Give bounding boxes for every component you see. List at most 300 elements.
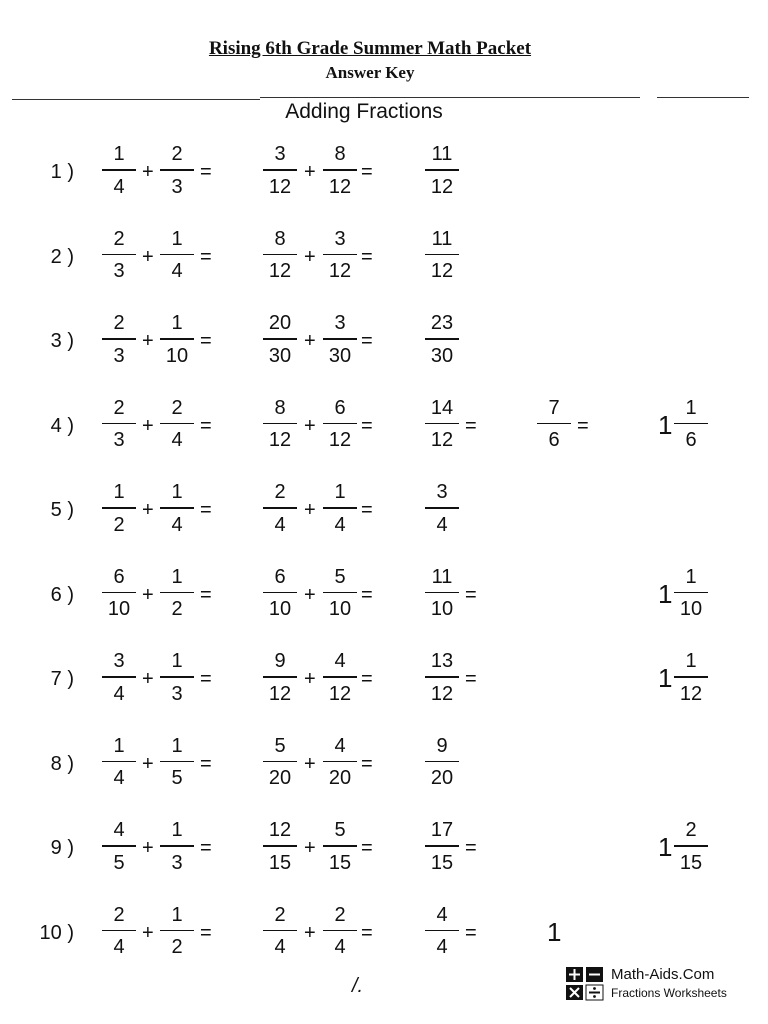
plus-sign: + bbox=[304, 245, 316, 268]
fraction-bar bbox=[674, 423, 708, 425]
denominator: 15 bbox=[328, 851, 352, 874]
denominator: 10 bbox=[328, 598, 352, 620]
numerator: 8 bbox=[334, 143, 346, 165]
fraction-bar bbox=[323, 930, 357, 932]
denominator: 5 bbox=[171, 767, 183, 789]
operations-icon bbox=[565, 966, 605, 1002]
denominator: 12 bbox=[268, 682, 292, 705]
numerator: 1 bbox=[113, 734, 125, 757]
denominator: 2 bbox=[171, 936, 183, 958]
fraction-bar bbox=[674, 845, 708, 847]
denominator: 12 bbox=[268, 175, 292, 198]
numerator: 14 bbox=[430, 396, 454, 419]
numerator: 1 bbox=[171, 565, 183, 588]
fraction-bar bbox=[160, 592, 194, 594]
numerator: 3 bbox=[113, 650, 125, 672]
equals-sign: = bbox=[577, 414, 589, 437]
page-mark: /. bbox=[352, 975, 364, 997]
denominator: 6 bbox=[548, 429, 560, 451]
numerator: 4 bbox=[334, 650, 346, 672]
numerator: 2 bbox=[274, 481, 286, 503]
addend-2-fraction bbox=[158, 142, 196, 199]
fraction-bar bbox=[425, 169, 459, 171]
denominator: 30 bbox=[430, 344, 454, 367]
fraction-bar bbox=[425, 254, 459, 256]
numerator: 11 bbox=[431, 143, 453, 165]
denominator: 15 bbox=[430, 851, 454, 874]
numerator: 1 bbox=[113, 481, 125, 503]
addend-1-fraction bbox=[100, 227, 138, 284]
denominator: 4 bbox=[274, 513, 286, 536]
equals-sign: = bbox=[361, 752, 373, 775]
equals-sign: = bbox=[465, 921, 477, 944]
fraction-bar bbox=[537, 423, 571, 425]
denominator: 12 bbox=[430, 175, 454, 198]
numerator: 1 bbox=[171, 819, 183, 841]
numerator: 8 bbox=[274, 396, 286, 419]
denominator: 2 bbox=[113, 513, 125, 536]
numerator: 3 bbox=[334, 312, 346, 334]
denominator: 3 bbox=[171, 851, 183, 874]
common-denominator-2-fraction bbox=[321, 227, 359, 284]
equals-sign: = bbox=[200, 499, 212, 521]
denominator: 4 bbox=[113, 767, 125, 789]
fraction-bar bbox=[263, 169, 297, 171]
denominator: 3 bbox=[113, 260, 125, 282]
sum-fraction bbox=[423, 903, 461, 960]
equals-sign: = bbox=[361, 921, 373, 944]
fraction-bar bbox=[263, 676, 297, 678]
whole-part: 1 bbox=[658, 409, 673, 440]
sum-fraction bbox=[423, 649, 461, 706]
denominator: 10 bbox=[430, 598, 454, 620]
plus-sign: + bbox=[142, 161, 154, 183]
reduced-fraction bbox=[535, 396, 573, 453]
common-denominator-1-fraction bbox=[261, 142, 299, 199]
numerator: 1 bbox=[171, 650, 183, 672]
common-denominator-1-fraction bbox=[261, 565, 299, 622]
numerator: 2 bbox=[113, 396, 125, 419]
problem-row bbox=[0, 903, 768, 967]
common-denominator-1-fraction bbox=[261, 311, 299, 368]
numerator: 1 bbox=[171, 481, 183, 503]
common-denominator-2-fraction bbox=[321, 818, 359, 875]
addend-2-fraction bbox=[158, 818, 196, 875]
numerator: 8 bbox=[274, 227, 286, 250]
common-denominator-1-fraction bbox=[261, 396, 299, 453]
fraction-bar bbox=[263, 592, 297, 594]
plus-sign: + bbox=[142, 921, 154, 944]
plus-sign: + bbox=[304, 583, 316, 606]
common-denominator-2-fraction bbox=[321, 903, 359, 960]
plus-sign: + bbox=[142, 837, 154, 859]
numerator: 11 bbox=[431, 565, 453, 588]
numerator: 20 bbox=[268, 312, 292, 334]
equals-sign: = bbox=[465, 837, 477, 859]
numerator: 5 bbox=[274, 734, 286, 757]
common-denominator-2-fraction bbox=[321, 142, 359, 199]
worksheet-title: Adding Fractions bbox=[285, 100, 443, 123]
numerator: 5 bbox=[334, 819, 346, 841]
addend-1-fraction bbox=[100, 649, 138, 706]
denominator: 3 bbox=[171, 175, 183, 198]
plus-sign: + bbox=[304, 921, 316, 944]
equals-sign: = bbox=[200, 668, 212, 690]
numerator: 3 bbox=[274, 143, 286, 165]
plus-sign: + bbox=[304, 668, 316, 690]
denominator: 4 bbox=[113, 175, 125, 198]
fraction-bar bbox=[160, 507, 194, 509]
fraction-bar bbox=[102, 930, 136, 932]
denominator: 12 bbox=[328, 682, 352, 705]
whole-number-answer: 1 bbox=[547, 916, 562, 947]
fraction-bar bbox=[323, 676, 357, 678]
problem-number: 9 ) bbox=[50, 837, 74, 859]
problem-row bbox=[0, 227, 768, 291]
fraction-bar bbox=[263, 761, 297, 763]
equals-sign: = bbox=[465, 668, 477, 690]
equals-sign: = bbox=[361, 583, 373, 606]
plus-sign: + bbox=[304, 837, 316, 859]
fraction-bar bbox=[425, 423, 459, 425]
plus-sign: + bbox=[304, 414, 316, 437]
plus-sign: + bbox=[142, 668, 154, 690]
fraction-bar bbox=[425, 930, 459, 932]
fraction-bar bbox=[160, 169, 194, 171]
header-rule-right bbox=[657, 97, 749, 98]
fraction-bar bbox=[323, 169, 357, 171]
equals-sign: = bbox=[465, 414, 477, 437]
common-denominator-1-fraction bbox=[261, 903, 299, 960]
fraction-bar bbox=[102, 169, 136, 171]
equals-sign: = bbox=[361, 414, 373, 437]
plus-sign: + bbox=[142, 330, 154, 352]
numerator: 5 bbox=[334, 565, 346, 588]
denominator: 20 bbox=[268, 767, 292, 789]
equals-sign: = bbox=[200, 161, 212, 183]
numerator: 1 bbox=[171, 227, 183, 250]
addend-1-fraction bbox=[100, 818, 138, 875]
common-denominator-2-fraction bbox=[321, 734, 359, 791]
fraction-bar bbox=[102, 592, 136, 594]
equals-sign: = bbox=[200, 752, 212, 775]
equals-sign: = bbox=[200, 330, 212, 352]
answer-key-label: Answer Key bbox=[325, 63, 415, 82]
sum-fraction bbox=[423, 818, 461, 875]
problem-number: 7 ) bbox=[50, 668, 74, 690]
fraction-bar bbox=[323, 845, 357, 847]
fraction-bar bbox=[425, 592, 459, 594]
numerator: 2 bbox=[685, 819, 697, 841]
fraction-bar bbox=[323, 592, 357, 594]
fraction-bar bbox=[160, 423, 194, 425]
fraction-bar bbox=[263, 930, 297, 932]
denominator: 6 bbox=[685, 429, 697, 451]
fraction-bar bbox=[674, 592, 708, 594]
numerator: 2 bbox=[274, 903, 286, 926]
problem-row bbox=[0, 818, 768, 882]
addend-2-fraction bbox=[158, 396, 196, 453]
numerator: 2 bbox=[171, 143, 183, 165]
logo-subtitle: Fractions Worksheets bbox=[611, 986, 727, 1000]
fraction-bar bbox=[102, 676, 136, 678]
numerator: 3 bbox=[334, 227, 346, 250]
whole-part: 1 bbox=[658, 832, 673, 862]
addend-1-fraction bbox=[100, 903, 138, 960]
numerator: 1 bbox=[685, 650, 697, 672]
denominator: 10 bbox=[679, 598, 703, 620]
plus-sign: + bbox=[304, 499, 316, 521]
fraction-bar bbox=[674, 676, 708, 678]
numerator: 2 bbox=[113, 227, 125, 250]
fraction-bar bbox=[425, 761, 459, 763]
denominator: 10 bbox=[268, 598, 292, 620]
numerator: 4 bbox=[436, 903, 448, 926]
numerator: 6 bbox=[274, 565, 286, 588]
sum-fraction bbox=[423, 227, 461, 284]
denominator: 12 bbox=[430, 682, 454, 705]
equals-sign: = bbox=[361, 668, 373, 690]
denominator: 4 bbox=[113, 936, 125, 958]
fraction-bar bbox=[102, 761, 136, 763]
plus-sign: + bbox=[304, 752, 316, 775]
equals-sign: = bbox=[200, 414, 212, 437]
common-denominator-2-fraction bbox=[321, 649, 359, 706]
equals-sign: = bbox=[200, 837, 212, 859]
numerator: 1 bbox=[113, 143, 125, 165]
equals-sign: = bbox=[200, 245, 212, 268]
denominator: 12 bbox=[268, 429, 292, 451]
plus-sign: + bbox=[304, 330, 316, 352]
denominator: 10 bbox=[107, 598, 131, 620]
addend-1-fraction bbox=[100, 396, 138, 453]
denominator: 3 bbox=[113, 344, 125, 367]
fraction-bar bbox=[160, 338, 194, 340]
denominator: 30 bbox=[328, 344, 352, 367]
problem-row bbox=[0, 734, 768, 798]
fraction-bar bbox=[425, 845, 459, 847]
problem-row bbox=[0, 311, 768, 375]
equals-sign: = bbox=[465, 583, 477, 606]
denominator: 2 bbox=[171, 598, 183, 620]
numerator: 1 bbox=[171, 734, 183, 757]
addend-1-fraction bbox=[100, 565, 138, 622]
whole-part: 1 bbox=[658, 578, 673, 609]
fraction-bar bbox=[425, 676, 459, 678]
problem-number: 3 ) bbox=[50, 330, 74, 352]
addend-2-fraction bbox=[158, 227, 196, 284]
numerator: 1 bbox=[171, 312, 183, 334]
numerator: 12 bbox=[268, 819, 292, 841]
fraction-bar bbox=[323, 761, 357, 763]
fraction-bar bbox=[263, 507, 297, 509]
numerator: 11 bbox=[431, 227, 453, 250]
fraction-bar bbox=[263, 423, 297, 425]
fraction-bar bbox=[102, 254, 136, 256]
denominator: 4 bbox=[171, 260, 183, 282]
problem-row bbox=[0, 142, 768, 206]
numerator: 3 bbox=[436, 481, 448, 503]
denominator: 20 bbox=[430, 767, 454, 789]
whole-part: 1 bbox=[658, 663, 673, 693]
problem-number: 6 ) bbox=[50, 583, 74, 606]
denominator: 12 bbox=[328, 175, 352, 198]
equals-sign: = bbox=[361, 245, 373, 268]
addend-1-fraction bbox=[100, 142, 138, 199]
problem-row bbox=[0, 396, 768, 460]
equals-sign: = bbox=[361, 837, 373, 859]
sum-fraction bbox=[423, 565, 461, 622]
denominator: 4 bbox=[436, 513, 448, 536]
addend-1-fraction bbox=[100, 734, 138, 791]
numerator: 17 bbox=[430, 819, 454, 841]
equals-sign: = bbox=[361, 330, 373, 352]
numerator: 7 bbox=[548, 396, 560, 419]
denominator: 12 bbox=[328, 260, 352, 282]
fraction-bar bbox=[160, 930, 194, 932]
plus-sign: + bbox=[142, 752, 154, 775]
denominator: 4 bbox=[171, 429, 183, 451]
denominator: 3 bbox=[113, 429, 125, 451]
fraction-bar bbox=[323, 338, 357, 340]
numerator: 1 bbox=[171, 903, 183, 926]
fraction-part bbox=[672, 396, 710, 453]
equals-sign: = bbox=[200, 921, 212, 944]
numerator: 1 bbox=[685, 396, 697, 419]
fraction-part bbox=[672, 649, 710, 706]
sum-fraction bbox=[423, 480, 461, 537]
fraction-bar bbox=[102, 338, 136, 340]
problem-number: 1 ) bbox=[50, 161, 74, 183]
denominator: 4 bbox=[436, 936, 448, 958]
common-denominator-2-fraction bbox=[321, 565, 359, 622]
denominator: 12 bbox=[328, 429, 352, 451]
addend-1-fraction bbox=[100, 311, 138, 368]
numerator: 9 bbox=[274, 650, 286, 672]
numerator: 13 bbox=[430, 650, 454, 672]
denominator: 12 bbox=[679, 682, 703, 705]
fraction-bar bbox=[263, 254, 297, 256]
numerator: 9 bbox=[436, 734, 448, 757]
denominator: 12 bbox=[268, 260, 292, 282]
common-denominator-1-fraction bbox=[261, 649, 299, 706]
sum-fraction bbox=[423, 311, 461, 368]
problem-number: 10 ) bbox=[39, 921, 74, 944]
denominator: 4 bbox=[171, 513, 183, 536]
fraction-bar bbox=[160, 845, 194, 847]
numerator: 6 bbox=[113, 565, 125, 588]
fraction-bar bbox=[102, 423, 136, 425]
common-denominator-2-fraction bbox=[321, 480, 359, 537]
common-denominator-1-fraction bbox=[261, 227, 299, 284]
problem-number: 5 ) bbox=[50, 499, 74, 521]
denominator: 15 bbox=[679, 851, 703, 874]
denominator: 10 bbox=[165, 344, 189, 367]
denominator: 4 bbox=[334, 936, 346, 958]
sum-fraction bbox=[423, 396, 461, 453]
denominator: 4 bbox=[334, 513, 346, 536]
common-denominator-1-fraction bbox=[261, 734, 299, 791]
denominator: 12 bbox=[430, 260, 454, 282]
numerator: 1 bbox=[334, 481, 346, 503]
plus-sign: + bbox=[304, 161, 316, 183]
plus-sign: + bbox=[142, 499, 154, 521]
addend-2-fraction bbox=[158, 480, 196, 537]
fraction-bar bbox=[323, 254, 357, 256]
addend-2-fraction bbox=[158, 903, 196, 960]
problem-row bbox=[0, 565, 768, 629]
denominator: 15 bbox=[268, 851, 292, 874]
fraction-bar bbox=[160, 254, 194, 256]
sum-fraction bbox=[423, 142, 461, 199]
problem-row bbox=[0, 480, 768, 544]
fraction-bar bbox=[102, 845, 136, 847]
common-denominator-1-fraction bbox=[261, 480, 299, 537]
sum-fraction bbox=[423, 734, 461, 791]
fraction-bar bbox=[425, 338, 459, 340]
numerator: 2 bbox=[171, 396, 183, 419]
denominator: 20 bbox=[328, 767, 352, 789]
fraction-bar bbox=[263, 338, 297, 340]
fraction-bar bbox=[323, 507, 357, 509]
plus-sign: + bbox=[142, 583, 154, 606]
numerator: 2 bbox=[113, 903, 125, 926]
common-denominator-1-fraction bbox=[261, 818, 299, 875]
equals-sign: = bbox=[200, 583, 212, 606]
fraction-bar bbox=[425, 507, 459, 509]
fraction-part bbox=[672, 818, 710, 875]
denominator: 5 bbox=[113, 851, 125, 874]
fraction-bar bbox=[160, 676, 194, 678]
equals-sign: = bbox=[361, 499, 373, 521]
plus-sign: + bbox=[142, 414, 154, 437]
fraction-part bbox=[672, 565, 710, 622]
numerator: 23 bbox=[430, 312, 454, 334]
header-rule-center bbox=[260, 97, 640, 98]
addend-2-fraction bbox=[158, 734, 196, 791]
denominator: 4 bbox=[113, 682, 125, 705]
problem-row bbox=[0, 649, 768, 713]
problem-number: 2 ) bbox=[50, 245, 74, 268]
math-aids-logo bbox=[565, 964, 755, 1004]
addend-1-fraction bbox=[100, 480, 138, 537]
common-denominator-2-fraction bbox=[321, 311, 359, 368]
fraction-bar bbox=[263, 845, 297, 847]
denominator: 30 bbox=[268, 344, 292, 367]
numerator: 2 bbox=[113, 312, 125, 334]
problem-number: 8 ) bbox=[50, 752, 74, 775]
addend-2-fraction bbox=[158, 565, 196, 622]
equals-sign: = bbox=[361, 161, 373, 183]
plus-sign: + bbox=[142, 245, 154, 268]
addend-2-fraction bbox=[158, 311, 196, 368]
logo-name: Math-Aids.Com bbox=[611, 966, 715, 983]
numerator: 4 bbox=[334, 734, 346, 757]
packet-title: Rising 6th Grade Summer Math Packet bbox=[208, 38, 532, 59]
common-denominator-2-fraction bbox=[321, 396, 359, 453]
numerator: 2 bbox=[334, 903, 346, 926]
numerator: 6 bbox=[334, 396, 346, 419]
addend-2-fraction bbox=[158, 649, 196, 706]
fraction-bar bbox=[323, 423, 357, 425]
denominator: 12 bbox=[430, 429, 454, 451]
numerator: 4 bbox=[113, 819, 125, 841]
fraction-bar bbox=[160, 761, 194, 763]
fraction-bar bbox=[102, 507, 136, 509]
problem-number: 4 ) bbox=[50, 414, 74, 437]
numerator: 1 bbox=[685, 565, 697, 588]
denominator: 4 bbox=[274, 936, 286, 958]
